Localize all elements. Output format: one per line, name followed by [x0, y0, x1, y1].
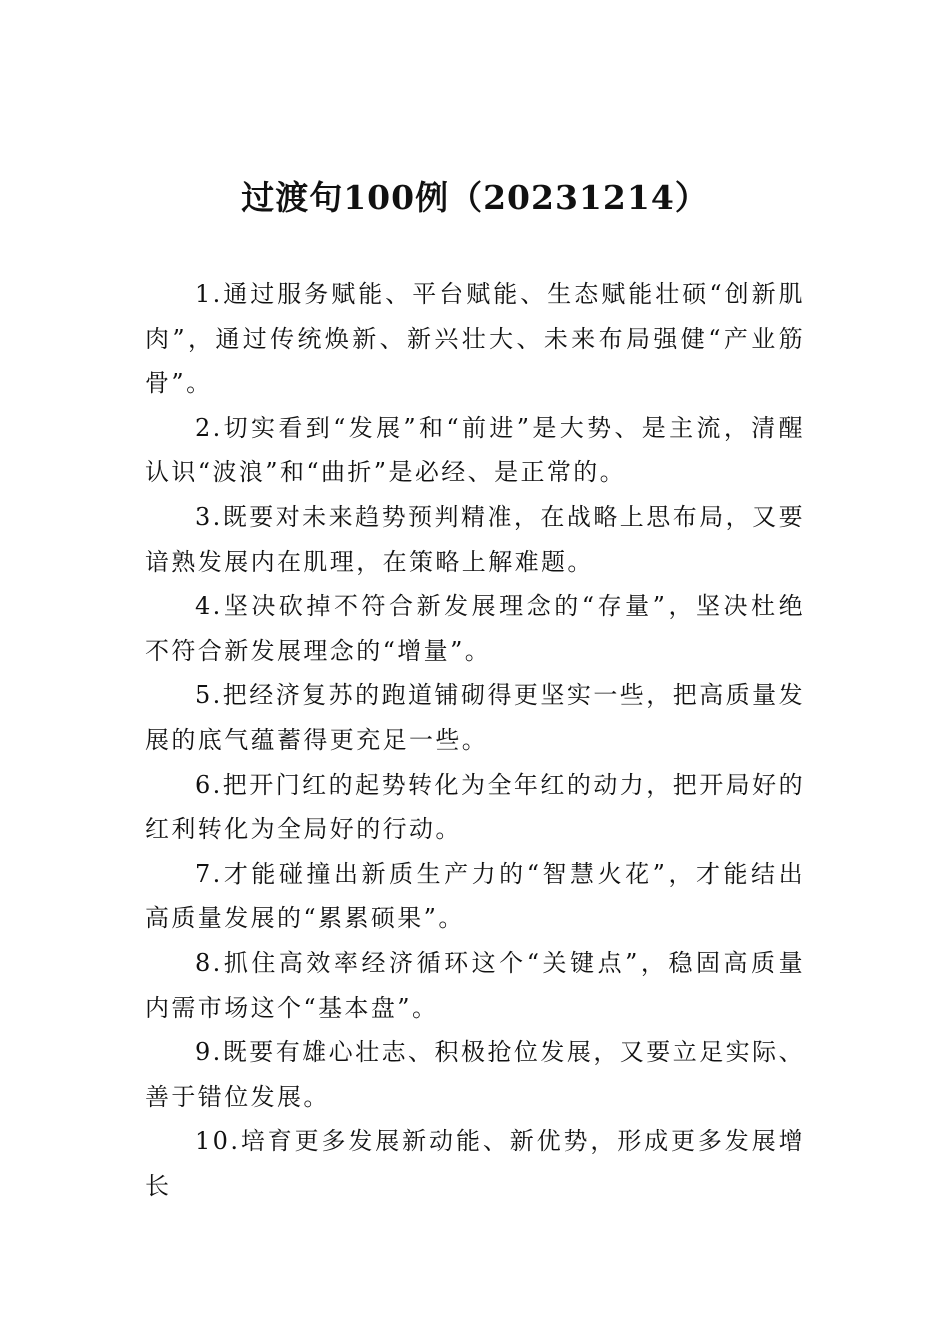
paragraph-7: 7.才能碰撞出新质生产力的“智慧火花”，才能结出高质量发展的“累累硕果”。 [145, 859, 805, 933]
paragraph-6: 6.把开门红的起势转化为全年红的动力，把开局好的红利转化为全局好的行动。 [145, 770, 805, 844]
paragraph-8: 8.抓住高效率经济循环这个“关键点”，稳固高质量内需市场这个“基本盘”。 [145, 948, 805, 1022]
paragraph-5: 5.把经济复苏的跑道铺砌得更坚实一些，把高质量发展的底气蕴蓄得更充足一些。 [145, 681, 805, 754]
document-body [145, 272, 805, 1208]
paragraph-1: 1.通过服务赋能、平台赋能、生态赋能壮硕“创新肌肉”，通过传统焕新、新兴壮大、未来布局强健“产业筋骨”。 [145, 280, 805, 398]
paragraph-10: 10.培育更多发展新动能、新优势，形成更多发展增长 [145, 1127, 805, 1200]
document-title: 过渡句100例（20231214） [241, 178, 709, 217]
paragraph-9: 9.既要有雄心壮志、积极抢位发展，又要立足实际、善于错位发展。 [145, 1038, 805, 1111]
paragraph-4: 4.坚决砍掉不符合新发展理念的“存量”，坚决杜绝不符合新发展理念的“增量”。 [145, 592, 805, 665]
paragraph-2: 2.切实看到“发展”和“前进”是大势、是主流，清醒认识“波浪”和“曲折”是必经、是正常的。 [145, 413, 805, 487]
paragraph-3: 3.既要对未来趋势预判精准，在战略上思布局，又要谙熟发展内在肌理，在策略上解难题。 [145, 502, 805, 576]
